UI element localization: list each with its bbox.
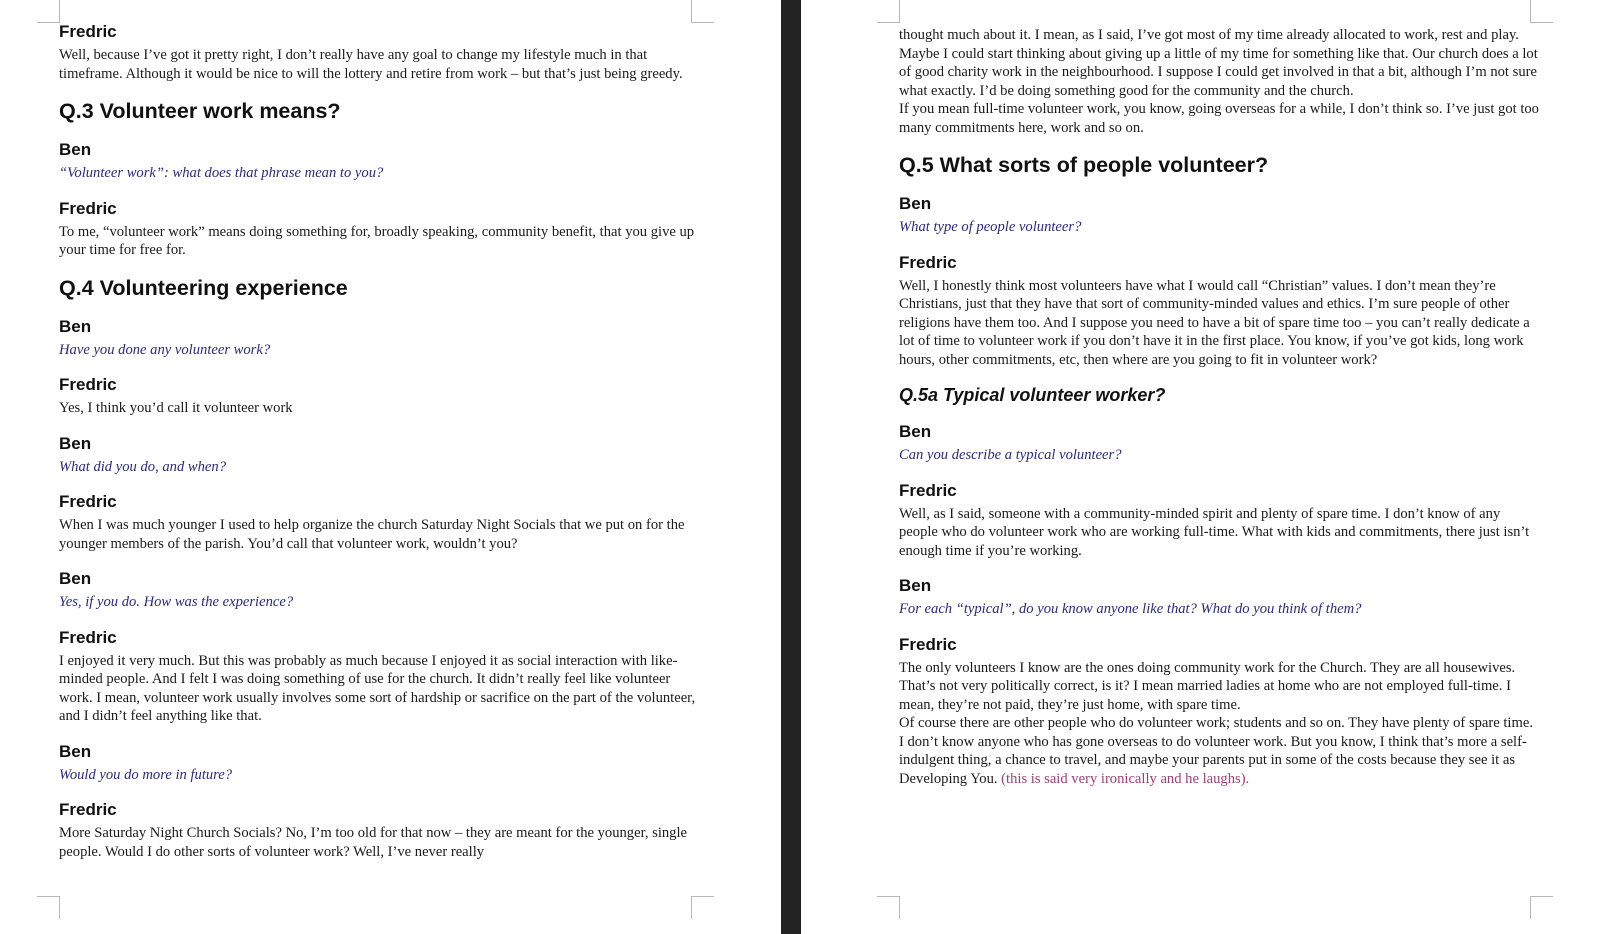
answer-continuation: thought much about it. I mean, as I said, I’ve got most of my time already allocated to work, rest and play. Maybe I could start thinking about giving up a little of my time for something like that. Our church does a lot of good charity work in the neighbourhood. I suppose I could get involved in that a bit, although I’m not sure what exactly. I’d be doing something good for the community and the church. xyxy=(899,27,1538,99)
answer-text: When I was much younger I used to help organize the church Saturday Night Socials that we put on for the younger members of the parish. You’d call that volunteer work, wouldn’t you? xyxy=(59,517,685,552)
answer-continuation: If you mean full-time volunteer work, you know, going overseas for a while, I don’t think so. I’ve just got too many commitments here, work and so on. xyxy=(899,101,1539,136)
corner-mark xyxy=(877,896,900,919)
page-gutter xyxy=(781,0,801,934)
question-text: What did you do, and when? xyxy=(59,458,227,475)
speaker-label: Fredric xyxy=(899,480,957,500)
answer-text: More Saturday Night Church Socials? No, I’m too old for that now – they are meant for the younger, single people. Would I do other sorts of volunteer work? Well, I’ve never really xyxy=(59,825,688,860)
answer-text: I enjoyed it very much. But this was probably as much because I enjoyed it as social interaction with like-minded people. And I felt I was doing something of use for the church. It didn’t really feel like volunteer work. I mean, volunteer work usually involves some sort of hardship or sacrifice on the part of the volunteer, and I didn’t feel anything like that. xyxy=(59,652,696,724)
question-text: Can you describe a typical volunteer? xyxy=(899,447,1122,463)
left-text-column xyxy=(59,21,699,861)
section-heading-q5a: Q.5a Typical volunteer worker? xyxy=(899,385,1166,405)
speaker-label: Fredric xyxy=(59,375,117,394)
speaker-label: Ben xyxy=(899,194,932,213)
section-heading-q5: Q.5 What sorts of people volunteer? xyxy=(899,153,1269,177)
answer-text: To me, “volunteer work” means doing something for, broadly speaking, community benefit, that you give up your time for free for. xyxy=(59,223,695,258)
question-text: Have you done any volunteer work? xyxy=(59,341,271,358)
speaker-label: Fredric xyxy=(59,22,117,41)
right-text-column xyxy=(899,26,1539,788)
speaker-label: Ben xyxy=(59,569,92,588)
speaker-label: Fredric xyxy=(59,492,117,511)
stage-direction-note: (this is said very ironically and he laughs). xyxy=(1001,770,1250,787)
speaker-label: Fredric xyxy=(899,252,957,272)
speaker-label: Ben xyxy=(899,576,932,595)
question-text: For each “typical”, do you know anyone like that? What do you think of them? xyxy=(899,601,1362,617)
speaker-label: Ben xyxy=(899,422,932,441)
speaker-label: Ben xyxy=(59,433,92,453)
answer-text-main: I don’t know anyone who has gone overseas to do volunteer work. But you know, I think that’s more a self-indulgent thing, a chance to travel, and maybe your parents put in some of the costs because they see it as Developing You. xyxy=(899,733,1527,787)
speaker-label: Fredric xyxy=(899,634,957,654)
section-heading-q4: Q.4 Volunteering experience xyxy=(59,275,348,300)
answer-text xyxy=(899,733,1539,789)
corner-mark xyxy=(1530,0,1553,23)
speaker-label: Fredric xyxy=(59,800,117,819)
answer-text: Well, I honestly think most volunteers have what I would call “Christian” values. I don’t mean they’re Christians, just that they have that sort of community-minded values and ethics. I’m sure people of other religions have them too. And I suppose you need to have a bit of spare time too – you can’t really dedicate a lot of time to volunteer work if you don’t have it in the first place. You know, if you’ve got kids, long work hours, other commitments, etc, then where are you going to fit in volunteer work? xyxy=(899,277,1530,368)
corner-mark xyxy=(1530,896,1553,919)
section-heading-q3: Q.3 Volunteer work means? xyxy=(59,99,341,123)
corner-mark xyxy=(37,0,60,23)
answer-text: Well, because I’ve got it pretty right, I don’t really have any goal to change my lifestyle much in that timeframe. Although it would be nice to will the lottery and retire from work – but that’s just being greedy. xyxy=(59,47,683,82)
corner-mark xyxy=(877,0,900,23)
speaker-label: Ben xyxy=(59,316,92,336)
speaker-label: Ben xyxy=(59,741,92,761)
corner-mark xyxy=(37,896,60,919)
answer-text: Well, as I said, someone with a community-minded spirit and plenty of spare time. I don’t know of any people who do volunteer work who are working full-time. What with kids and commitments, there just isn’t enough time if you’re working. xyxy=(899,505,1530,559)
speaker-label: Fredric xyxy=(59,627,117,647)
corner-mark xyxy=(691,0,714,23)
answer-text: Yes, I think you’d call it volunteer work xyxy=(59,400,293,416)
corner-mark xyxy=(691,896,714,919)
answer-text: The only volunteers I know are the ones doing community work for the Church. They are all housewives. That’s not very politically correct, is it? I mean married ladies at home who are not employed full-time. I mean, they’re not paid, they’re just home, with spare time. xyxy=(899,659,1516,713)
question-text: Yes, if you do. How was the experience? xyxy=(59,594,294,610)
question-text: Would you do more in future? xyxy=(59,766,233,783)
question-text: What type of people volunteer? xyxy=(899,219,1082,235)
document-page-right xyxy=(801,0,1600,934)
document-page-left xyxy=(0,0,781,934)
answer-text: Of course there are other people who do volunteer work; students and so on. They have plenty of spare time. xyxy=(899,715,1533,731)
speaker-label: Ben xyxy=(59,140,92,159)
speaker-label: Fredric xyxy=(59,198,117,218)
question-text: “Volunteer work”: what does that phrase mean to you? xyxy=(59,165,384,181)
